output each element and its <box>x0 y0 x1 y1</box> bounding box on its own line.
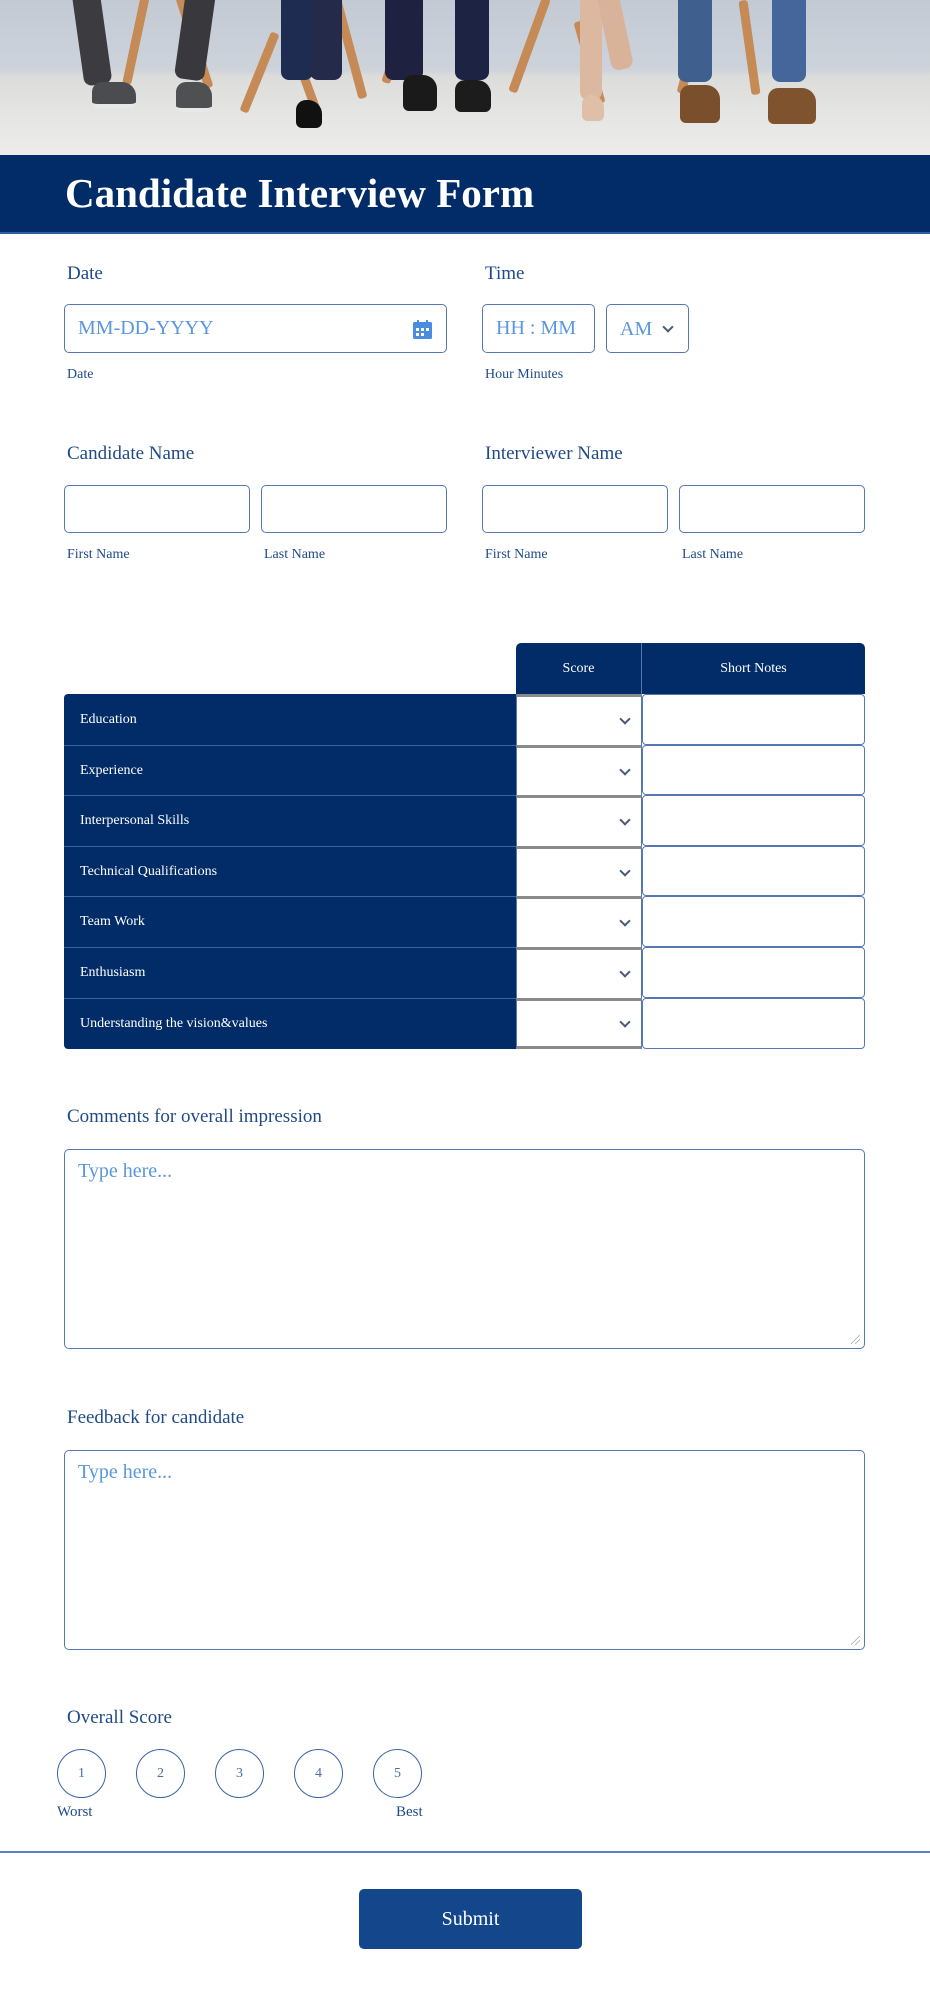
chevron-down-icon <box>619 915 630 926</box>
score-select-interpersonal-skills[interactable] <box>516 795 642 846</box>
notes-input-understanding-vision-values[interactable] <box>642 998 865 1049</box>
ampm-select[interactable] <box>606 304 689 353</box>
notes-input-team-work[interactable] <box>642 896 865 947</box>
date-sublabel: Date <box>67 367 94 382</box>
chevron-down-icon <box>619 966 630 977</box>
score-option-5[interactable]: 5 <box>373 1749 422 1798</box>
date-placeholder: MM-DD-YYYY <box>78 317 214 339</box>
notes-input-experience[interactable] <box>642 745 865 795</box>
overall-score-label: Overall Score <box>67 1707 172 1728</box>
score-option-2[interactable]: 2 <box>136 1749 185 1798</box>
score-select-technical-qualifications[interactable] <box>516 846 642 896</box>
page-title: Candidate Interview Form <box>65 170 535 216</box>
candidate-last-name-input[interactable] <box>261 485 447 533</box>
chevron-down-icon <box>619 865 630 876</box>
date-label: Date <box>67 263 103 284</box>
score-select-enthusiasm[interactable] <box>516 947 642 998</box>
calendar-icon[interactable] <box>413 320 432 339</box>
comments-placeholder: Type here... <box>78 1160 173 1182</box>
worst-label: Worst <box>57 1804 93 1820</box>
chevron-down-icon <box>619 764 630 775</box>
resize-handle-icon[interactable] <box>851 1636 860 1645</box>
feedback-textarea[interactable] <box>64 1450 865 1650</box>
chevron-down-icon <box>619 713 630 724</box>
candidate-first-name-sublabel: First Name <box>67 547 130 562</box>
date-input[interactable] <box>64 304 447 353</box>
column-header-short-notes: Short Notes <box>642 643 865 694</box>
submit-button[interactable]: Submit <box>359 1889 582 1949</box>
candidate-last-name-sublabel: Last Name <box>264 547 326 562</box>
feedback-label: Feedback for candidate <box>67 1407 245 1428</box>
row-label-interpersonal-skills: Interpersonal Skills <box>64 795 516 846</box>
row-label-education: Education <box>64 694 516 745</box>
notes-input-enthusiasm[interactable] <box>642 947 865 998</box>
footer-divider <box>0 1851 930 1853</box>
chevron-down-icon <box>619 814 630 825</box>
resize-handle-icon[interactable] <box>851 1335 860 1344</box>
chevron-down-icon <box>619 1016 630 1027</box>
score-option-3[interactable]: 3 <box>215 1749 264 1798</box>
time-sublabel: Hour Minutes <box>485 367 564 382</box>
best-label: Best <box>396 1804 423 1820</box>
interviewer-last-name-input[interactable] <box>679 485 865 533</box>
row-label-understanding-vision-values: Understanding the vision&values <box>64 998 516 1049</box>
candidate-name-label: Candidate Name <box>67 443 195 464</box>
interviewer-last-name-sublabel: Last Name <box>682 547 744 562</box>
interviewer-name-label: Interviewer Name <box>485 443 623 464</box>
row-label-experience: Experience <box>64 745 516 795</box>
score-select-understanding-vision-values[interactable] <box>516 998 642 1049</box>
hero-image <box>0 0 930 155</box>
chevron-down-icon <box>662 321 673 332</box>
comments-textarea[interactable] <box>64 1149 865 1349</box>
row-label-enthusiasm: Enthusiasm <box>64 947 516 998</box>
notes-input-interpersonal-skills[interactable] <box>642 795 865 846</box>
ampm-value: AM <box>620 318 653 340</box>
time-input[interactable] <box>482 304 595 353</box>
comments-label: Comments for overall impression <box>67 1106 322 1127</box>
score-select-experience[interactable] <box>516 745 642 795</box>
notes-input-technical-qualifications[interactable] <box>642 846 865 896</box>
header-banner <box>0 155 930 234</box>
time-placeholder: HH : MM <box>496 317 577 339</box>
score-select-education[interactable] <box>516 694 642 745</box>
notes-input-education[interactable] <box>642 694 865 745</box>
row-label-technical-qualifications: Technical Qualifications <box>64 846 516 896</box>
feedback-placeholder: Type here... <box>78 1461 173 1483</box>
row-label-team-work: Team Work <box>64 896 516 947</box>
interviewer-first-name-sublabel: First Name <box>485 547 548 562</box>
rating-table <box>64 643 865 1049</box>
score-option-4[interactable]: 4 <box>294 1749 343 1798</box>
interviewer-first-name-input[interactable] <box>482 485 668 533</box>
score-option-1[interactable]: 1 <box>57 1749 106 1798</box>
time-label: Time <box>485 263 525 284</box>
candidate-first-name-input[interactable] <box>64 485 250 533</box>
column-header-score: Score <box>516 643 642 694</box>
score-select-team-work[interactable] <box>516 896 642 947</box>
